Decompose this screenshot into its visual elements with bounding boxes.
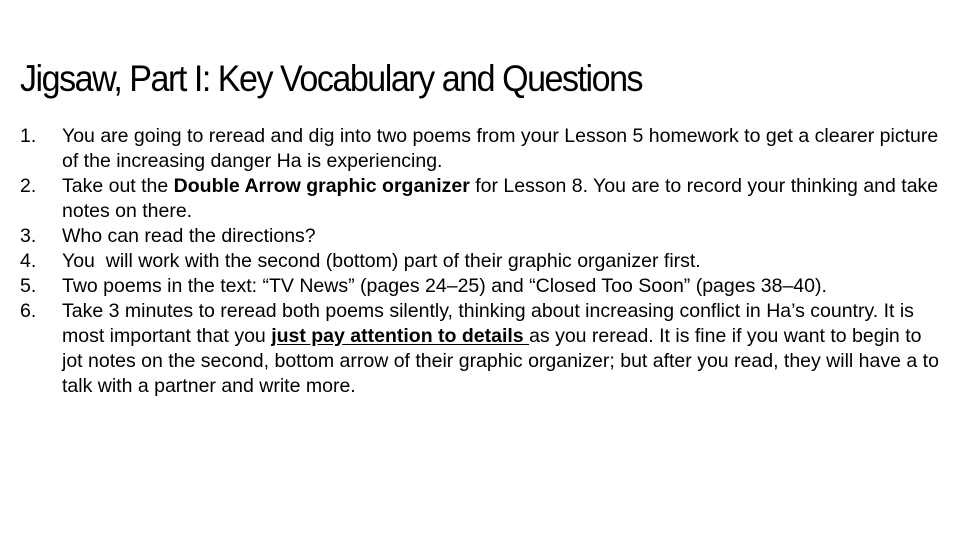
- list-item-3: [20, 224, 940, 249]
- list-item-1: [20, 124, 940, 174]
- item-number: 5.: [20, 275, 37, 297]
- item-text-pre: Take out the: [62, 175, 174, 197]
- item-number: 3.: [20, 225, 37, 247]
- item-number: 1.: [20, 125, 37, 147]
- item-number: 4.: [20, 250, 37, 272]
- item-text: You will work with the second (bottom) part of their graphic organizer first.: [62, 250, 701, 272]
- item-text-post: as you reread. It is fine if you want to begin to jot notes on the second, bottom arrow of their graphic organizer; but after you read, they will have a to talk with a partner and write more.: [62, 325, 939, 397]
- item-text: Two poems in the text: “TV News” (pages 24–25) and “Closed Too Soon” (pages 38–40).: [62, 275, 827, 297]
- list-item-6: [20, 299, 940, 399]
- item-number: 6.: [20, 300, 37, 322]
- item-text-underlined: just pay attention to details: [271, 325, 530, 347]
- item-text: Who can read the directions?: [62, 225, 316, 247]
- instruction-list: [20, 124, 940, 399]
- list-item-5: [20, 274, 940, 299]
- item-number: 2.: [20, 175, 37, 197]
- list-item-2: [20, 174, 940, 224]
- item-text-pre: Take 3 minutes to reread both poems silently, thinking about increasing conflict in Ha’s country. It is most important that you: [62, 300, 914, 347]
- item-text: You are going to reread and dig into two poems from your Lesson 5 homework to get a clearer picture of the increasing danger Ha is experiencing.: [62, 125, 939, 172]
- item-text-post: for Lesson 8. You are to record your thinking and take notes on there.: [62, 175, 939, 222]
- item-text-bold: Double Arrow graphic organizer: [173, 175, 470, 197]
- list-item-4: [20, 249, 940, 274]
- slide-title: Jigsaw, Part I: Key Vocabulary and Questions: [20, 58, 643, 99]
